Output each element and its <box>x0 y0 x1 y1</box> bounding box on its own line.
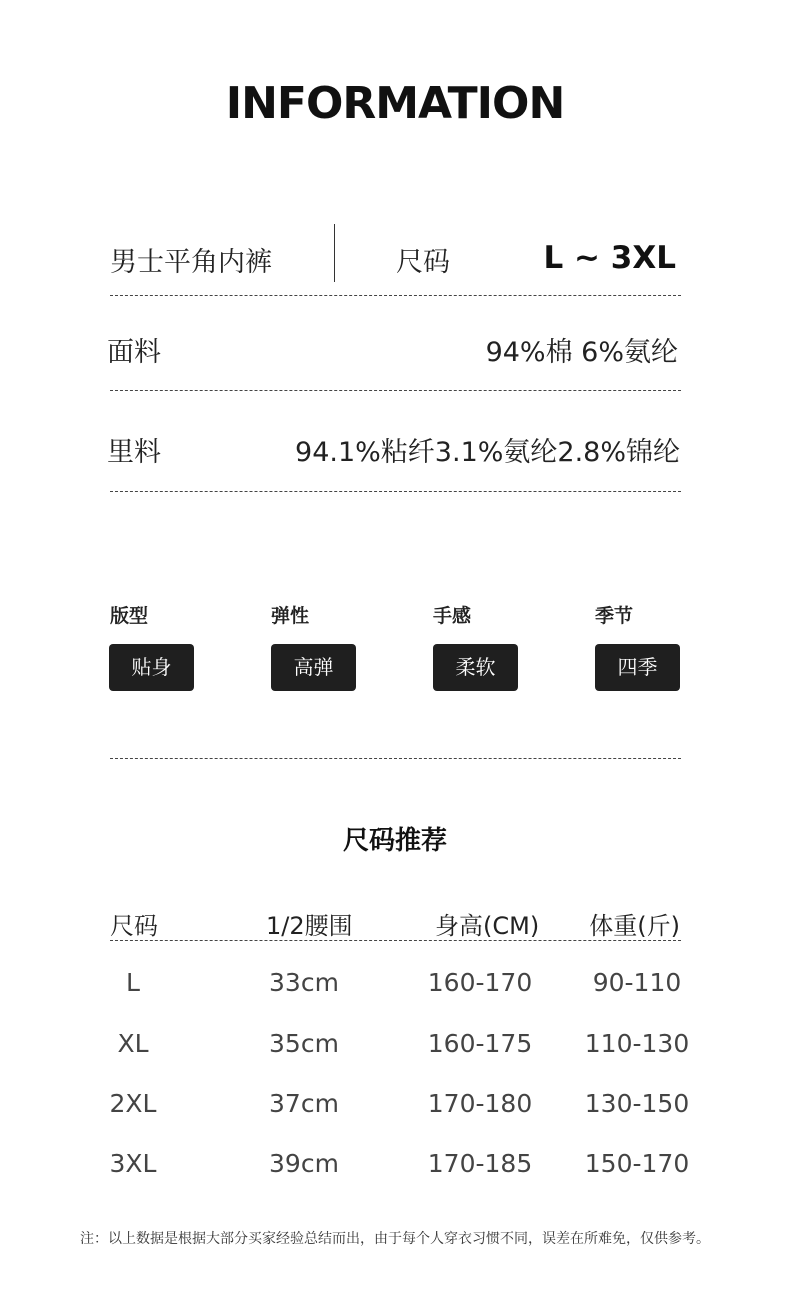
table-cell: 160-170 <box>427 968 533 997</box>
divider-line <box>110 940 681 941</box>
attr-tag-fit: 贴身 <box>109 644 194 691</box>
table-cell: 3XL <box>109 1149 157 1178</box>
table-cell: 150-170 <box>584 1149 690 1178</box>
size-chart-header: 1/2腰围 <box>266 912 353 940</box>
disclaimer-note: 注：以上数据是根据大部分买家经验总结而出，由于每个人穿衣习惯不同，误差在所难免，仅供参考。 <box>80 1231 710 1247</box>
lining-label: 里料 <box>107 437 161 468</box>
table-cell: 35cm <box>269 1029 339 1058</box>
size-chart-title: 尺码推荐 <box>342 826 447 856</box>
attr-tag-feel: 柔软 <box>433 644 518 691</box>
table-cell: 130-150 <box>584 1089 690 1118</box>
size-chart-header: 尺码 <box>110 912 158 940</box>
attr-label-elasticity: 弹性 <box>271 605 310 627</box>
vertical-divider <box>334 224 335 282</box>
fabric-label: 面料 <box>107 337 161 368</box>
product-name: 男士平角内裤 <box>110 247 272 278</box>
size-range-value: L ~ 3XL <box>543 240 676 276</box>
table-cell: 39cm <box>269 1149 339 1178</box>
table-cell: 37cm <box>269 1089 339 1118</box>
divider-line <box>110 758 681 759</box>
page-title: INFORMATION <box>225 78 565 129</box>
attr-label-fit: 版型 <box>110 605 149 627</box>
table-cell: 160-175 <box>427 1029 533 1058</box>
divider-line <box>110 390 681 391</box>
lining-value: 94.1%粘纤3.1%氨纶2.8%锦纶 <box>295 437 680 468</box>
table-cell: 110-130 <box>584 1029 690 1058</box>
size-label: 尺码 <box>396 247 450 278</box>
table-cell: 33cm <box>269 968 339 997</box>
fabric-value: 94%棉 6%氨纶 <box>485 337 678 368</box>
table-cell: 170-185 <box>427 1149 533 1178</box>
table-cell: 90-110 <box>592 968 682 997</box>
size-chart-header: 体重(斤) <box>589 912 680 940</box>
attr-label-feel: 手感 <box>433 605 472 627</box>
table-cell: XL <box>117 1029 149 1058</box>
attr-tag-elasticity: 高弹 <box>271 644 356 691</box>
table-cell: 2XL <box>109 1089 157 1118</box>
attr-label-season: 季节 <box>595 605 634 627</box>
divider-line <box>110 491 681 492</box>
table-cell: 170-180 <box>427 1089 533 1118</box>
divider-line <box>110 295 681 296</box>
size-chart-header: 身高(CM) <box>435 912 540 940</box>
table-cell: L <box>126 968 140 997</box>
attr-tag-season: 四季 <box>595 644 680 691</box>
